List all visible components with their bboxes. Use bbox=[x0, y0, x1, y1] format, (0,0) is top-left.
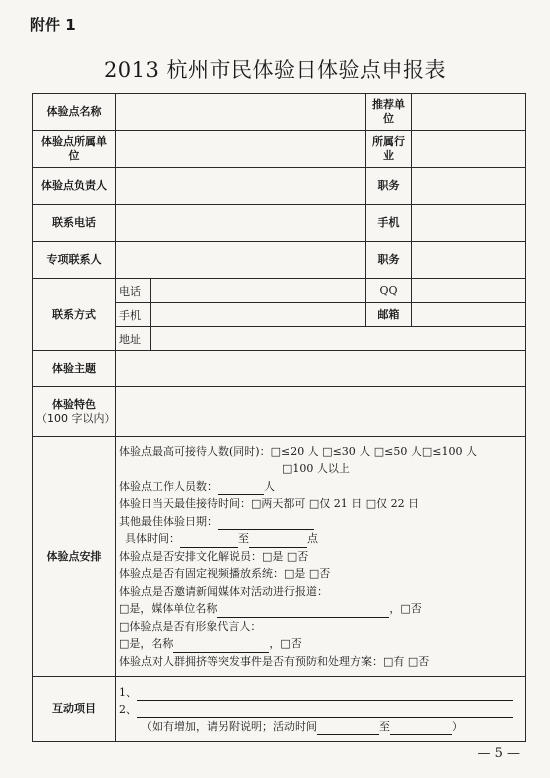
capacity-option-100plus[interactable]: □100 人以上 bbox=[282, 462, 350, 476]
arrangement-label: 体验点安排 bbox=[33, 437, 116, 677]
industry-field[interactable] bbox=[412, 131, 526, 168]
activity-start-blank[interactable] bbox=[317, 722, 379, 735]
recommend-unit-label: 推荐单位 bbox=[366, 94, 412, 131]
end-time-blank[interactable] bbox=[249, 535, 307, 548]
other-date-line bbox=[119, 513, 522, 531]
arrangement-content bbox=[116, 437, 526, 677]
feature-label-cell bbox=[33, 387, 116, 437]
video-options[interactable]: 体验点是否有固定视频播放系统：□是 □否 bbox=[119, 567, 331, 581]
position2-field[interactable] bbox=[412, 242, 526, 279]
interaction-content bbox=[116, 677, 526, 742]
mobile-field[interactable] bbox=[412, 205, 526, 242]
time-to-label: 至 bbox=[238, 532, 249, 546]
interaction-note-suffix: ） bbox=[452, 719, 463, 733]
page-number: — 5 — bbox=[477, 746, 520, 761]
qq-field[interactable] bbox=[412, 279, 526, 303]
site-name-field[interactable] bbox=[116, 94, 366, 131]
qq-label: QQ bbox=[366, 279, 412, 303]
attachment-label: 附件 1 bbox=[30, 16, 76, 34]
staff-count-blank[interactable] bbox=[218, 482, 264, 495]
spokesperson-yes-option[interactable]: □是，名称 bbox=[119, 637, 174, 651]
manager-field[interactable] bbox=[116, 168, 366, 205]
recommend-unit-field[interactable] bbox=[412, 94, 526, 131]
interaction-label: 互动项目 bbox=[33, 677, 116, 742]
capacity-options[interactable]: 体验点最高可接待人数(同时)：□≤20 人 □≤30 人 □≤50 人□≤100 人 bbox=[119, 444, 477, 458]
start-time-blank[interactable] bbox=[180, 535, 238, 548]
interaction-item-2-blank[interactable] bbox=[137, 705, 513, 718]
specific-time-line bbox=[119, 530, 522, 548]
position-field[interactable] bbox=[412, 168, 526, 205]
theme-field[interactable] bbox=[116, 351, 526, 387]
feature-label: 体验特色 bbox=[52, 397, 96, 411]
interaction-item-2 bbox=[119, 701, 522, 718]
site-name-label: 体验点名称 bbox=[33, 94, 116, 131]
email-field[interactable] bbox=[412, 303, 526, 327]
industry-label: 所属行业 bbox=[366, 131, 412, 168]
interaction-item-1 bbox=[119, 684, 522, 701]
activity-end-blank[interactable] bbox=[390, 722, 452, 735]
media-answer-line bbox=[119, 600, 522, 618]
phone-label: 联系电话 bbox=[33, 205, 116, 242]
email-label: 邮箱 bbox=[366, 303, 412, 327]
staff-count-label: 体验点工作人员数： bbox=[119, 479, 218, 493]
media-question: 体验点是否邀请新闻媒体对活动进行报道： bbox=[119, 584, 328, 598]
tel-label: 电话 bbox=[116, 279, 151, 303]
staff-count-unit: 人 bbox=[264, 479, 275, 493]
media-yes-option[interactable]: □是，媒体单位名称 bbox=[119, 602, 218, 616]
affiliated-unit-label: 体验点所属单位 bbox=[33, 131, 116, 168]
feature-note: （100 字以内） bbox=[36, 411, 116, 425]
mobile-label: 手机 bbox=[366, 205, 412, 242]
contact-person-label: 专项联系人 bbox=[33, 242, 116, 279]
other-date-label: 其他最佳体验日期： bbox=[119, 514, 218, 528]
cell-label: 手机 bbox=[116, 303, 151, 327]
interaction-item-2-number: 2、 bbox=[119, 702, 137, 716]
interaction-item-1-number: 1、 bbox=[119, 685, 137, 699]
interaction-note-prefix: （如有增加，请另附说明；活动时间 bbox=[141, 719, 317, 733]
phone-field[interactable] bbox=[116, 205, 366, 242]
media-no-option[interactable]: ，□否 bbox=[389, 602, 422, 616]
time-unit-label: 点 bbox=[307, 532, 318, 546]
affiliated-unit-field[interactable] bbox=[116, 131, 366, 168]
best-time-options[interactable]: 体验日当天最佳接待时间：□两天都可 □仅 21 日 □仅 22 日 bbox=[119, 497, 420, 511]
other-date-blank[interactable] bbox=[218, 517, 314, 530]
address-label: 地址 bbox=[116, 327, 151, 351]
contact-methods-label: 联系方式 bbox=[33, 279, 116, 351]
contact-person-field[interactable] bbox=[116, 242, 366, 279]
spokesperson-no-option[interactable]: ，□否 bbox=[269, 637, 302, 651]
position2-label: 职务 bbox=[366, 242, 412, 279]
emergency-options[interactable]: 体验点对人群拥挤等突发事件是否有预防和处理方案：□有 □否 bbox=[119, 654, 430, 668]
cell-field[interactable] bbox=[151, 303, 366, 327]
interaction-item-1-blank[interactable] bbox=[137, 688, 513, 701]
spokesperson-question[interactable]: □体验点是否有形象代言人： bbox=[119, 619, 262, 633]
guide-options[interactable]: 体验点是否安排文化解说员：□是 □否 bbox=[119, 549, 309, 563]
interaction-note-to: 至 bbox=[379, 719, 390, 733]
application-form bbox=[32, 93, 526, 742]
spokesperson-name-blank[interactable] bbox=[173, 640, 269, 653]
position-label: 职务 bbox=[366, 168, 412, 205]
specific-time-label: 具体时间： bbox=[125, 532, 180, 546]
theme-label: 体验主题 bbox=[33, 351, 116, 387]
staff-count-line bbox=[119, 478, 522, 496]
address-field[interactable] bbox=[151, 327, 526, 351]
spokesperson-answer-line bbox=[119, 635, 522, 653]
manager-label: 体验点负责人 bbox=[33, 168, 116, 205]
tel-field[interactable] bbox=[151, 279, 366, 303]
feature-field[interactable] bbox=[116, 387, 526, 437]
form-title: 2013 杭州市民体验日体验点申报表 bbox=[103, 58, 447, 82]
media-name-blank[interactable] bbox=[217, 605, 389, 618]
interaction-note bbox=[119, 718, 522, 735]
